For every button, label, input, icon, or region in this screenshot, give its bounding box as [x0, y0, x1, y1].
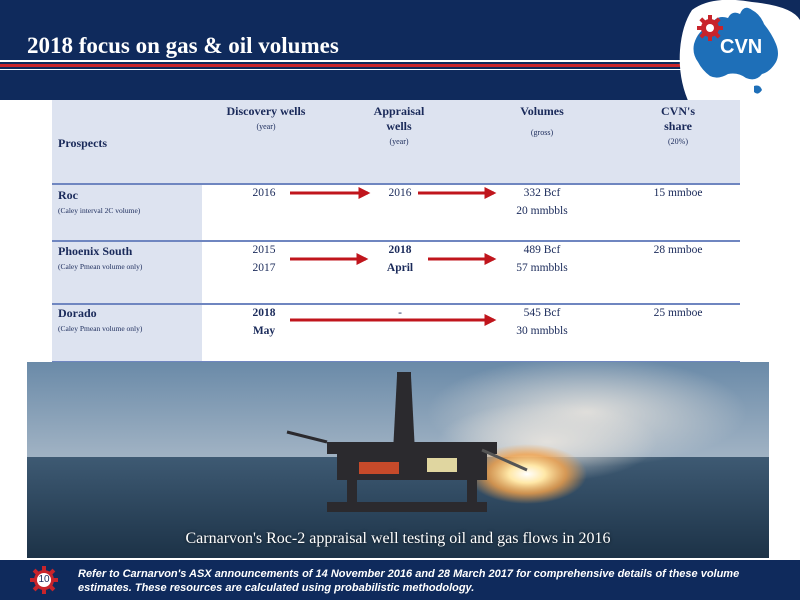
roc-share: 15 mmboe	[653, 187, 703, 199]
header-rule-white-thin	[0, 69, 700, 70]
header-rule-white	[0, 60, 700, 62]
phoenix-share: 28 mmboe	[653, 244, 703, 256]
dorado-share: 25 mmboe	[653, 307, 703, 319]
header-rule-red	[0, 64, 700, 67]
logo-text: CVN	[720, 36, 763, 58]
table-row-phoenix-south: Phoenix South (Caley Pmean volume only)	[58, 244, 143, 271]
offshore-rig-image	[27, 362, 769, 558]
phoenix-discovery: 2015 2017	[252, 244, 276, 274]
photo-caption: Carnarvon's Roc-2 appraisal well testing oil and gas flows in 2016	[185, 530, 611, 547]
dorado-volumes: 545 Bcf 30 mmbbls	[516, 307, 568, 337]
header-appraisal: Appraisal wells (year)	[373, 104, 425, 146]
roc-appraisal: 2016	[388, 187, 412, 199]
table-row-dorado: Dorado (Caley Pmean volume only)	[58, 306, 143, 333]
roc-discovery: 2016	[252, 187, 276, 199]
table-row-roc: Roc (Caley interval 2C volume)	[58, 188, 141, 215]
phoenix-volumes: 489 Bcf 57 mmbbls	[516, 244, 568, 274]
rig-photo	[27, 362, 769, 558]
roc-volumes: 332 Bcf 20 mmbbls	[516, 187, 568, 217]
footnote: Refer to Carnarvon's ASX announcements of 14 November 2016 and 28 March 2017 for comprehensive details of these volume estimates. These resources are calculated using probabilistic methodology.	[78, 568, 740, 594]
header-volumes: Volumes (gross)	[520, 104, 564, 137]
page-number: 10	[38, 574, 50, 585]
dorado-appraisal: -	[398, 307, 402, 319]
phoenix-appraisal: 2018 April	[386, 244, 414, 274]
prospects-table	[52, 100, 740, 362]
header-discovery: Discovery wells (year)	[226, 104, 306, 131]
header-share: CVN's share (20%)	[660, 104, 695, 146]
dorado-discovery: 2018 May	[252, 307, 276, 337]
header-prospects: Prospects	[58, 136, 108, 150]
page-title: 2018 focus on gas & oil volumes	[27, 33, 339, 58]
